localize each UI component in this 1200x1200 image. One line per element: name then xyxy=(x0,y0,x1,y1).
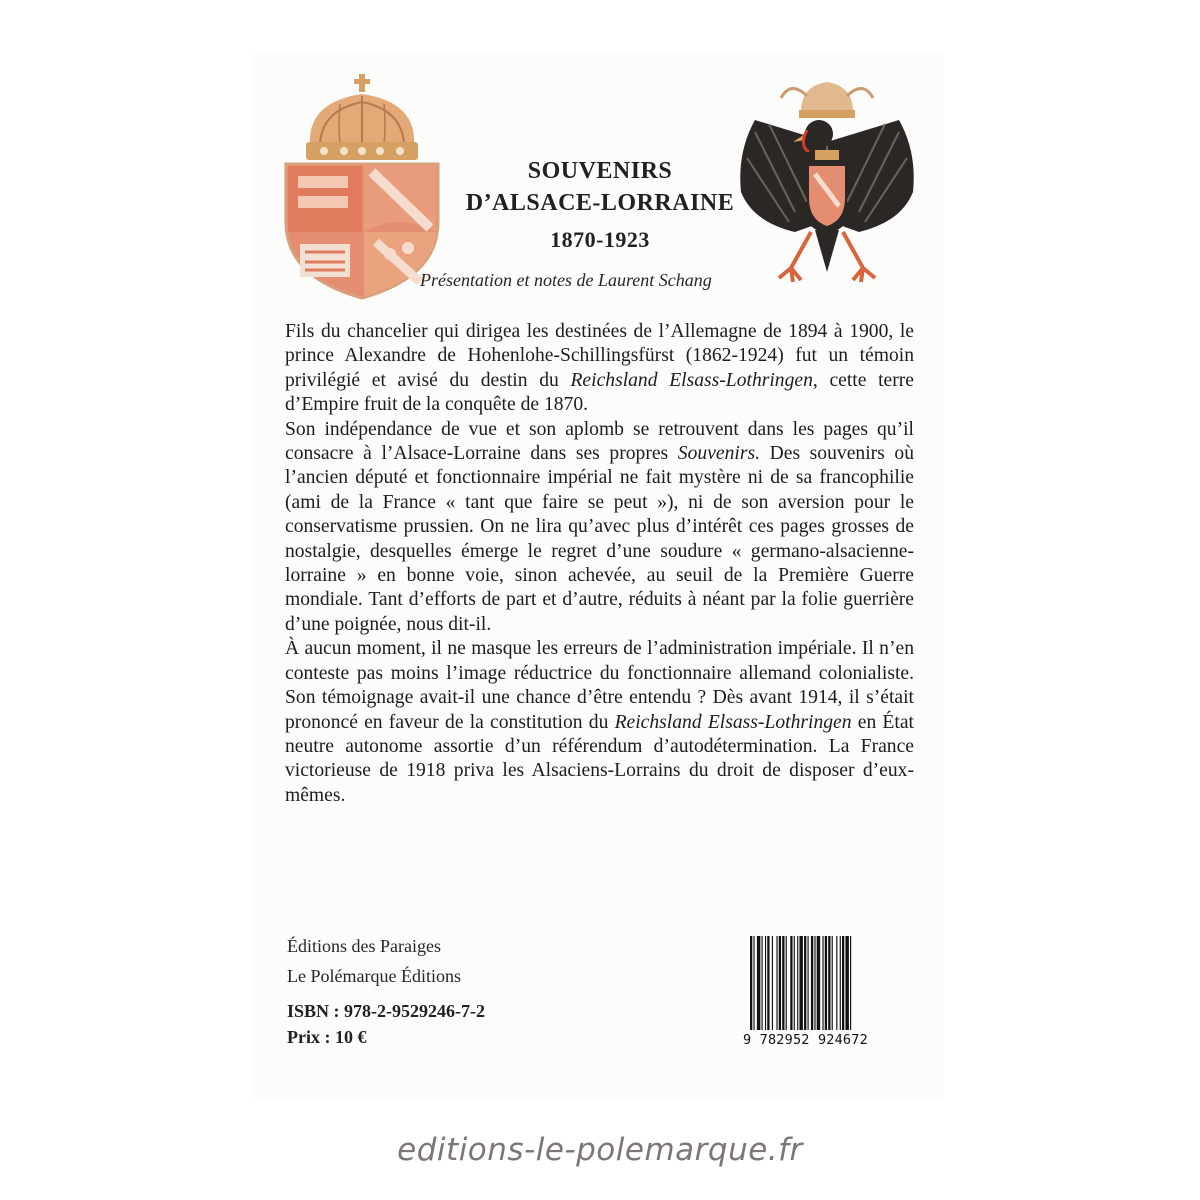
barcode-bar xyxy=(845,936,848,1030)
barcode-bar xyxy=(750,936,752,1030)
barcode-bar xyxy=(790,936,792,1030)
publisher-name: Le Polémarque Éditions xyxy=(287,966,461,986)
barcode-bar xyxy=(814,936,815,1030)
barcode-bar xyxy=(811,936,813,1030)
isbn-label: ISBN : 978-2-9529246-7-2 xyxy=(287,1001,485,1021)
publisher-info xyxy=(287,931,461,991)
barcode-bar xyxy=(794,936,795,1030)
barcode-bar xyxy=(850,936,851,1030)
barcode-bar xyxy=(776,936,777,1030)
barcode-bar xyxy=(753,936,754,1030)
barcode-digits: 9 782952 924672 xyxy=(743,1032,868,1048)
barcode-bar xyxy=(842,936,844,1030)
barcode-bar xyxy=(757,936,760,1030)
alsace-lorraine-coat-of-arms-icon xyxy=(280,72,445,302)
barcode-bar xyxy=(786,936,787,1030)
barcode-bar xyxy=(804,936,806,1030)
barcode-bar xyxy=(765,936,766,1030)
website-watermark: editions-le-polemarque.fr xyxy=(397,1132,803,1168)
book-title-line1: SOUVENIRS xyxy=(527,158,673,184)
book-subtitle: Présentation et notes de Laurent Schang xyxy=(420,270,712,290)
barcode-bar xyxy=(832,936,833,1030)
barcode-bar xyxy=(817,936,820,1030)
barcode-bar xyxy=(822,936,823,1030)
isbn-price-block xyxy=(287,998,485,1050)
blurb-paragraph: Fils du chancelier qui dirigea les destinées de l’Allemagne de 1894 à 1900, le prince Alexandre de Hohenlohe-Schillingsfürst (1862-1924) fut un témoin privilégié et avisé du destin du Reichsland Elsass-Lothringen, cette terre d’Empire fruit de la conquête de 1870. xyxy=(285,321,914,416)
barcode-bar xyxy=(836,936,837,1030)
barcode-bar xyxy=(828,936,830,1030)
barcode-bar xyxy=(797,936,798,1030)
barcode-bar xyxy=(825,936,827,1030)
barcode-bar xyxy=(799,936,802,1030)
barcode-bar xyxy=(840,936,841,1030)
barcode-bar xyxy=(767,936,769,1030)
barcode-bar xyxy=(782,936,784,1030)
barcode-bar xyxy=(762,936,763,1030)
reichsland-emphasis: Reichsland Elsass-Lothringen xyxy=(570,369,813,391)
book-title-line2: D’ALSACE-LORRAINE xyxy=(465,190,735,216)
book-title-years: 1870-1923 xyxy=(550,227,650,252)
barcode-bar xyxy=(779,936,781,1030)
reichsland-emphasis: Reichsland Elsass-Lothringen xyxy=(614,711,852,733)
blurb-paragraph: Son indépendance de vue et son aplomb se retrouvent dans les pages qu’il consacre à l’Alsace-Lorraine dans ses propres Souvenirs. Des souvenirs où l’ancien député et fonctionnaire impérial ne fait mystère ni de sa francophilie (ami de la France « tant que faire se peut »), ni de son aversion pour le conservatisme prussien. On ne lira qu’avec plus d’intérêt ces pages grosses de nostalgie, desquelles émerge le regret d’une soudure « germano-alsacienne-lorraine » en bonne voie, sinon achevée, au seuil de la Première Guerre mondiale. Tant d’efforts de part et d’autre, réduits à néant par la folie guerrière d’une poignée, nous dit-il. xyxy=(285,418,914,635)
souvenirs-emphasis: Souvenirs. xyxy=(677,443,760,465)
blurb-paragraph: À aucun moment, il ne masque les erreurs de l’administration impériale. Il n’en conteste pas moins l’image réductrice du fonctionnaire allemand colonialiste. Son témoignage avait-il une chance d’être entendu ? Dès avant 1914, il s’était prononcé en faveur de la constitution du Reichsland Elsass-Lothringen en État neutre autonome assortie d’un référendum d’autodétermination. La France victorieuse de 1918 priva les Alsaciens-Lorrains du droit de disposer d’eux-mêmes. xyxy=(285,638,914,806)
imperial-eagle-icon xyxy=(735,72,920,300)
publisher-name: Éditions des Paraiges xyxy=(287,936,441,956)
barcode-bar xyxy=(808,936,809,1030)
blurb-text xyxy=(285,320,914,808)
barcode-bar xyxy=(772,936,773,1030)
price-label: Prix : 10 € xyxy=(287,1027,367,1047)
